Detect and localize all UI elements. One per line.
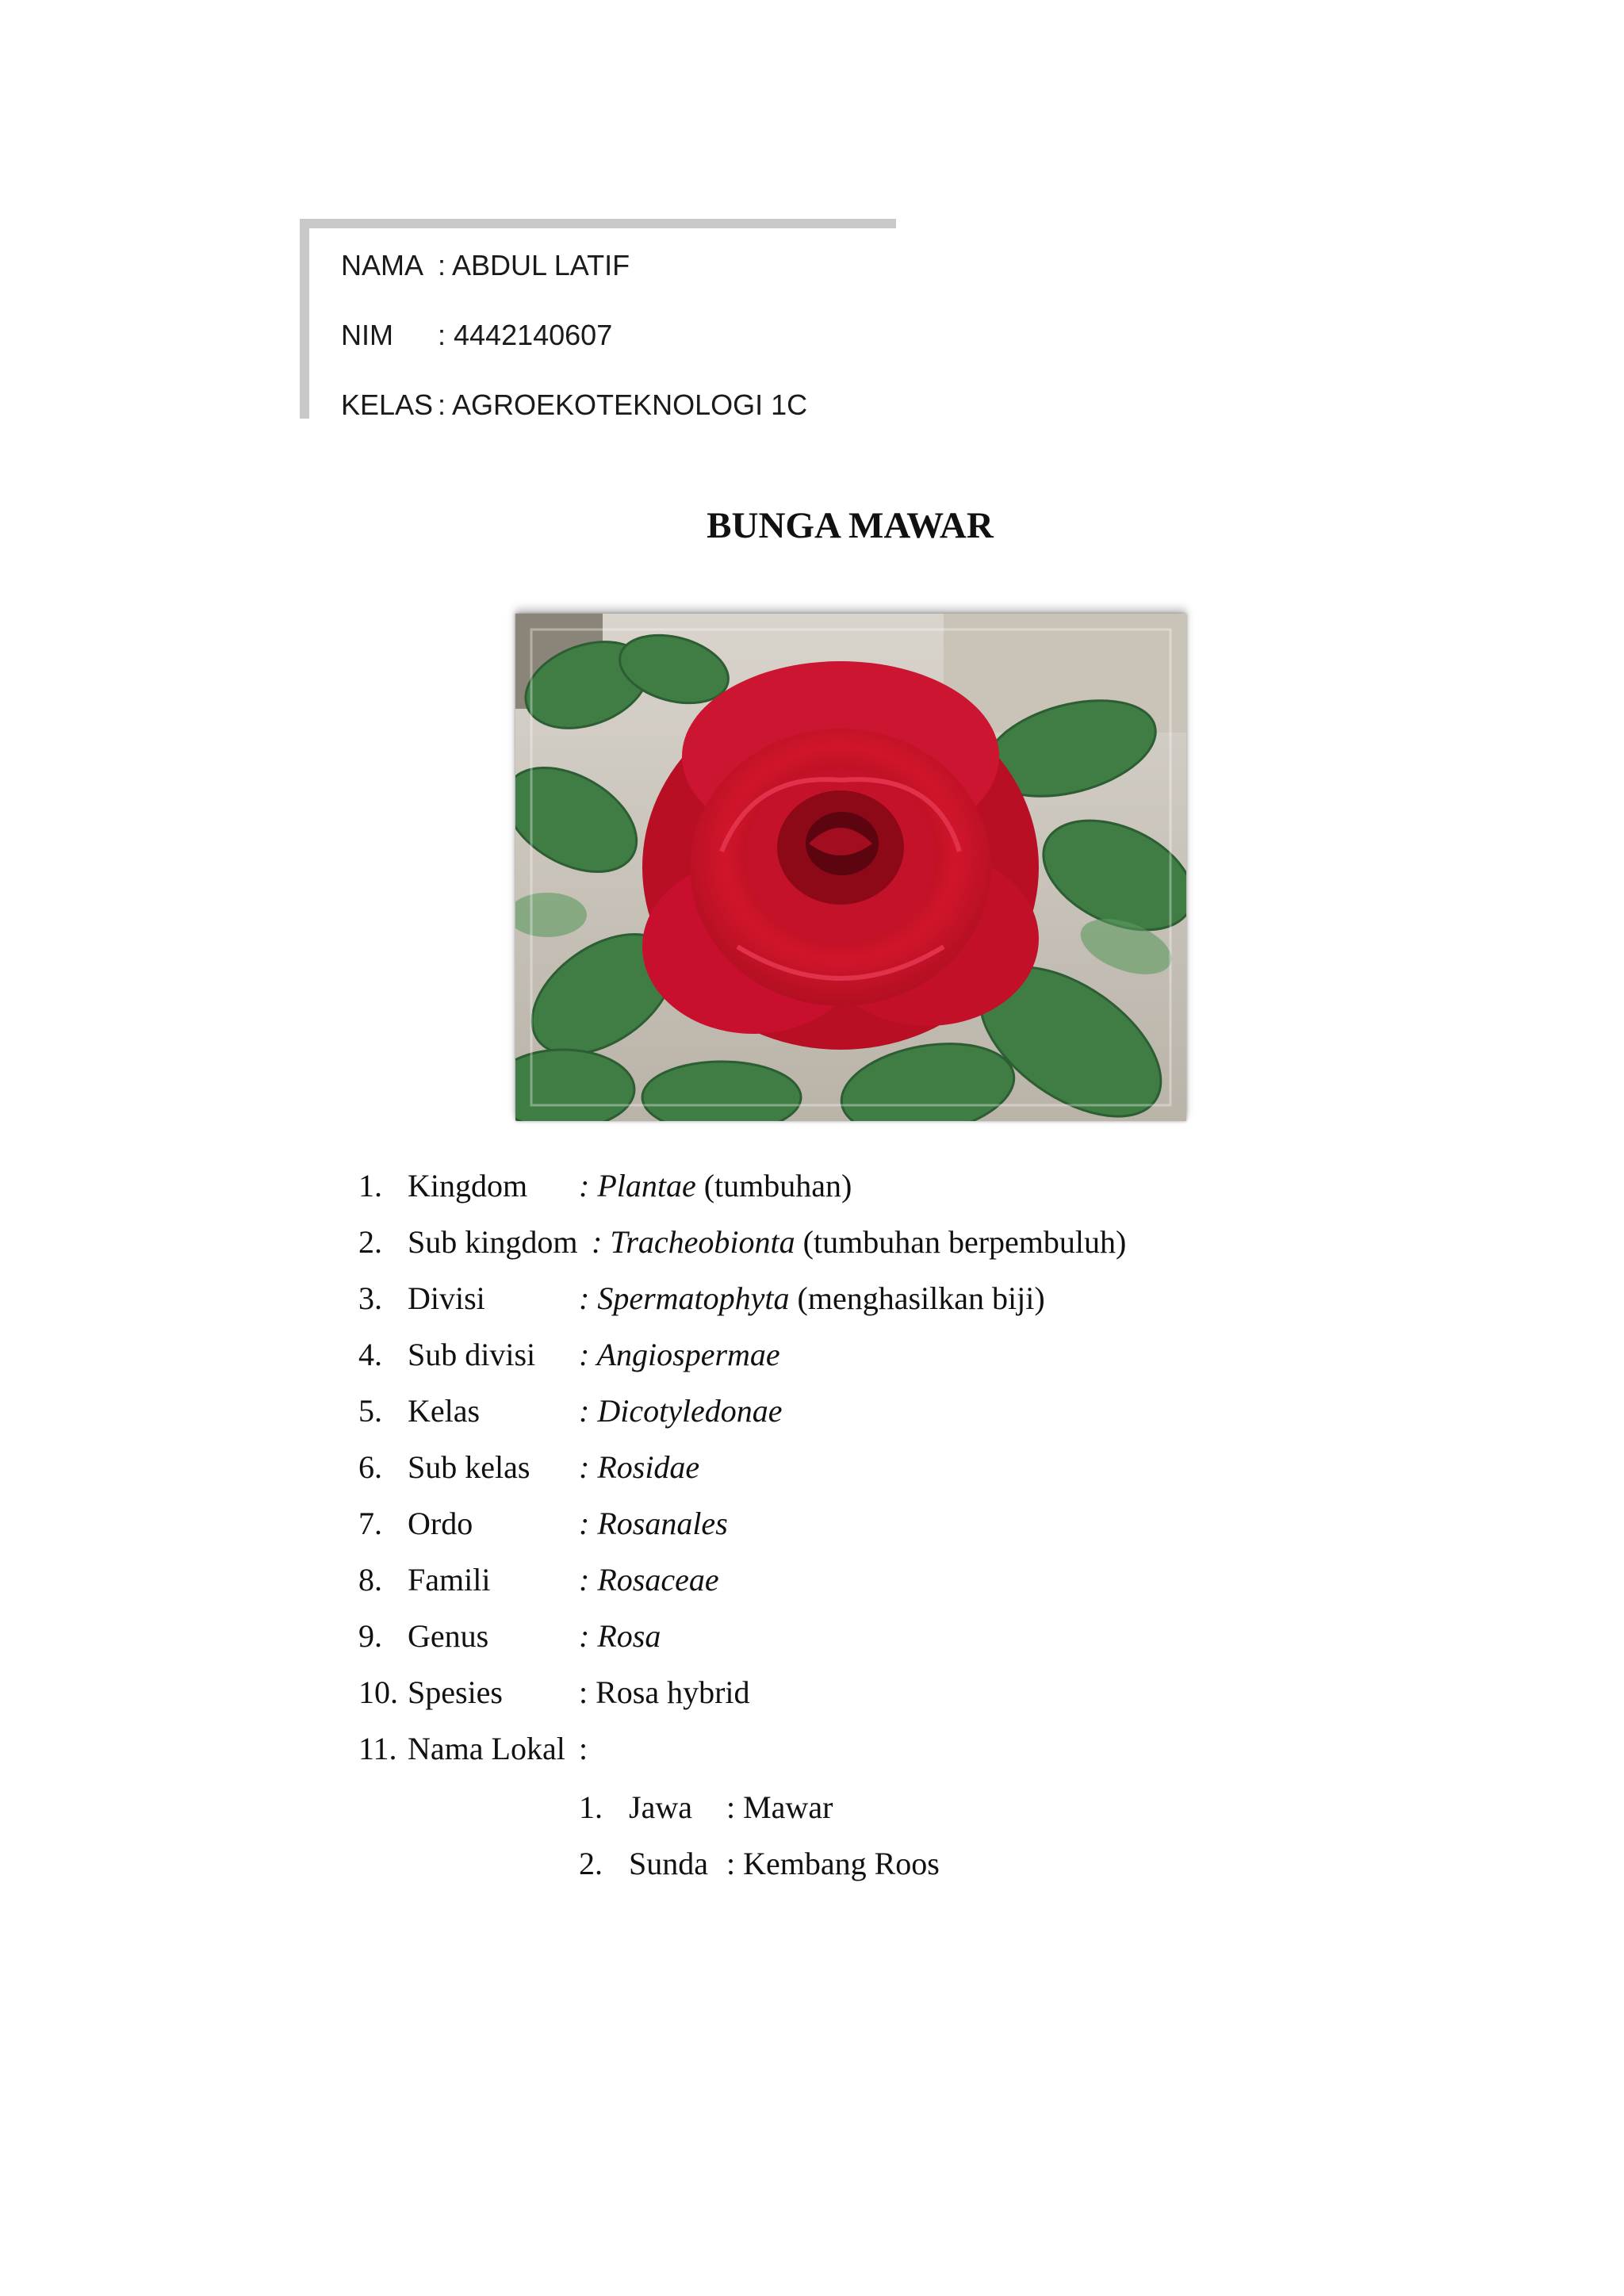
- student-class-row: [341, 388, 807, 422]
- student-nim-row: [341, 319, 612, 352]
- item-number: 2.: [358, 1224, 382, 1260]
- item-value: : Rosaceae: [579, 1562, 719, 1598]
- item-value: : Angiospermae: [579, 1337, 780, 1372]
- local-name-region: Sunda: [629, 1846, 708, 1881]
- item-value: : Spermatophyta (menghasilkan biji): [579, 1280, 1045, 1316]
- item-label: Sub kingdom: [408, 1224, 578, 1260]
- item-number: 3.: [358, 1280, 382, 1316]
- local-name-number: 1.: [579, 1789, 603, 1825]
- name-value: : ABDUL LATIF: [438, 249, 630, 281]
- class-value: : AGROEKOTEKNOLOGI 1C: [438, 388, 808, 421]
- item-value: : Dicotyledonae: [579, 1393, 783, 1429]
- item-value: : Tracheobionta (tumbuhan berpembuluh): [592, 1224, 1127, 1260]
- item-label: Famili: [408, 1562, 491, 1598]
- local-name-value: : Mawar: [726, 1789, 833, 1825]
- item-value: : Rosa hybrid: [579, 1674, 750, 1710]
- rose-photo-icon: [515, 614, 1186, 1121]
- item-label: Sub divisi: [408, 1337, 536, 1372]
- item-number: 4.: [358, 1337, 382, 1372]
- item-number: 5.: [358, 1393, 382, 1429]
- item-number: 8.: [358, 1562, 382, 1598]
- item-number: 9.: [358, 1618, 382, 1654]
- item-number: 1.: [358, 1168, 382, 1203]
- item-label: Nama Lokal: [408, 1731, 565, 1766]
- item-label: Divisi: [408, 1280, 485, 1316]
- item-label: Kingdom: [408, 1168, 528, 1203]
- page-title: BUNGA MAWAR: [707, 505, 994, 546]
- item-number: 11.: [358, 1731, 397, 1766]
- student-info-box: [300, 219, 896, 419]
- item-label: Sub kelas: [408, 1449, 530, 1485]
- name-label: NAMA: [341, 249, 424, 281]
- nim-label: NIM: [341, 319, 393, 351]
- local-name-number: 2.: [579, 1846, 603, 1881]
- item-value: : Rosidae: [579, 1449, 700, 1485]
- rose-photo: [515, 614, 1186, 1121]
- item-value: :: [579, 1731, 588, 1766]
- student-name-row: [341, 249, 630, 282]
- item-label: Ordo: [408, 1506, 473, 1541]
- nim-value: : 4442140607: [438, 319, 613, 351]
- item-number: 10.: [358, 1674, 398, 1710]
- local-name-region: Jawa: [629, 1789, 692, 1825]
- item-number: 6.: [358, 1449, 382, 1485]
- class-label: KELAS: [341, 388, 434, 421]
- item-label: Spesies: [408, 1674, 503, 1710]
- item-value: : Plantae (tumbuhan): [579, 1168, 852, 1203]
- item-label: Genus: [408, 1618, 489, 1654]
- item-label: Kelas: [408, 1393, 481, 1429]
- item-value: : Rosanales: [579, 1506, 728, 1541]
- local-name-value: : Kembang Roos: [726, 1846, 940, 1881]
- item-number: 7.: [358, 1506, 382, 1541]
- item-value: : Rosa: [579, 1618, 661, 1654]
